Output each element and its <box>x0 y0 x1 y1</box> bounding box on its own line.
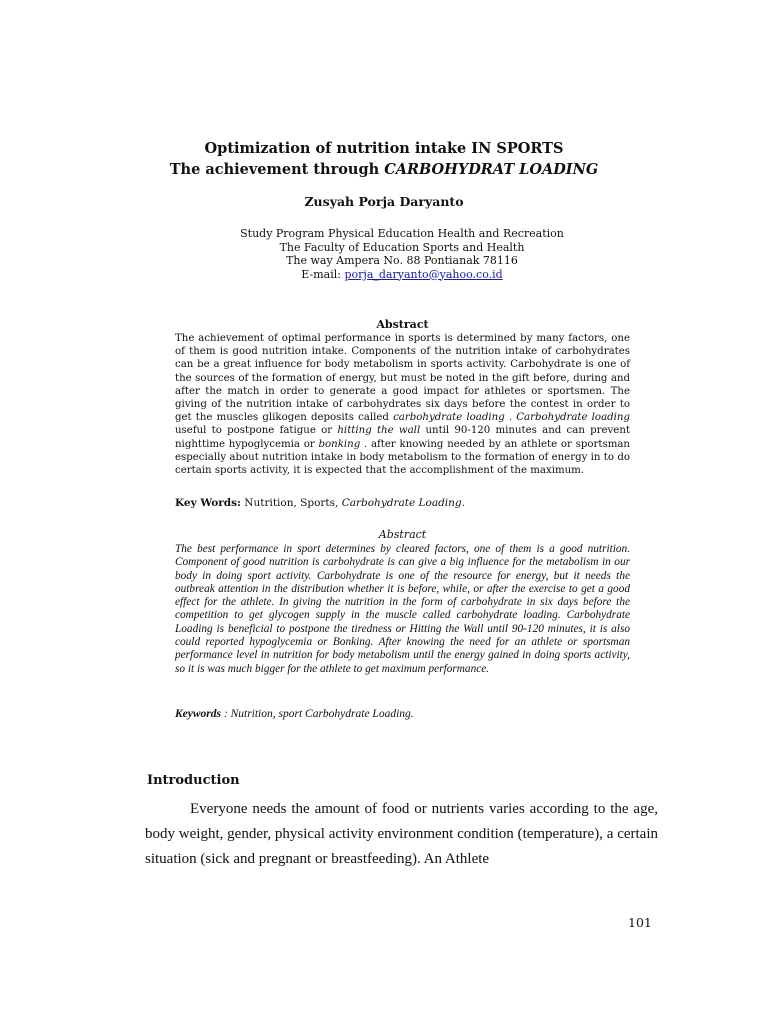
affiliation-email-line: E-mail: porja_daryanto@yahoo.co.id <box>301 267 503 281</box>
introduction-body: Everyone needs the amount of food or nutrients varies according to the age, body weight, gender, physical activity environment condition (temperature), a certain situation (sick and pregnant or breastfeeding). An Athlete <box>145 801 658 867</box>
affiliation <box>0 227 768 281</box>
keywords-2: Keywords : Nutrition, sport Carbohydrate Loading. <box>175 708 414 720</box>
paper-title <box>0 138 768 180</box>
introduction-heading: Introduction <box>147 773 240 788</box>
title-line-1: Optimization of nutrition intake IN SPORTS <box>204 140 564 157</box>
title-line-2: The achievement through CARBOHYDRAT LOADING <box>169 161 599 178</box>
affiliation-address: The way Ampera No. 88 Pontianak 78116 <box>286 254 518 267</box>
abstract-2-heading: Abstract <box>378 528 427 541</box>
abstract-heading: Abstract <box>376 318 429 331</box>
author-name: Zusyah Porja Daryanto <box>304 194 464 209</box>
page-number: 101 <box>628 915 652 930</box>
abstract-2-body: The best performance in sport determines by cleared factors, one of them is a good nutrition. Component of good nutrition is carbohydrate is can give a big influence for the metabolism in our body in doing sport activity. Carbohydrate is one of the resource for energy, but it needs the outbreak attention in the distribution whether it is before, while, or after the exercise to get a good effect for the athlete. In giving the nutrition in the form of carbohydrate in six days before the competition to get glycogen supply in the muscle called carbohydrate loading. Carbohydrate Loading is beneficial to postpone the tiredness or Hitting the Wall until 90-120 minutes, it is also could reported hypoglycemia or Bonking. After knowing the need for an athlete or sportsman performance level in nutrition for body metabolism until the energy gained in doing sports activity, so it is was much bigger for the athlete to get maximum performance. <box>175 543 630 675</box>
affiliation-faculty: The Faculty of Education Sports and Health <box>279 240 525 254</box>
affiliation-program: Study Program Physical Education Health and Recreation <box>240 227 564 240</box>
email-link[interactable]: porja_daryanto@yahoo.co.id <box>344 267 503 281</box>
abstract-english-body: The achievement of optimal performance in sports is determined by many factors, one of them is good nutrition intake. Components of the nutrition intake of carbohydrates can be a great influence for body metabolism in sports activity. Carbohydrate is one of the sources of the formation of energy, but must be noted in the gift before, during and after the match in order to generate a good impact for athletes or sportsmen. The giving of the nutrition intake of carbohydrates six days before the contest in order to get the muscles glikogen deposits called carbohydrate loading . Carbohydrate loading useful to postpone fatigue or hitting the wall until 90-120 minutes and can prevent nighttime hypoglycemia or bonking . after knowing needed by an athlete or sportsman especially about nutrition intake in body metabolism to the formation of energy in to do certain sports activity, it is expected that the accomplishment of the maximum. <box>175 333 631 477</box>
keywords-1: Key Words: Nutrition, Sports, Carbohydrate Loading. <box>175 497 465 509</box>
